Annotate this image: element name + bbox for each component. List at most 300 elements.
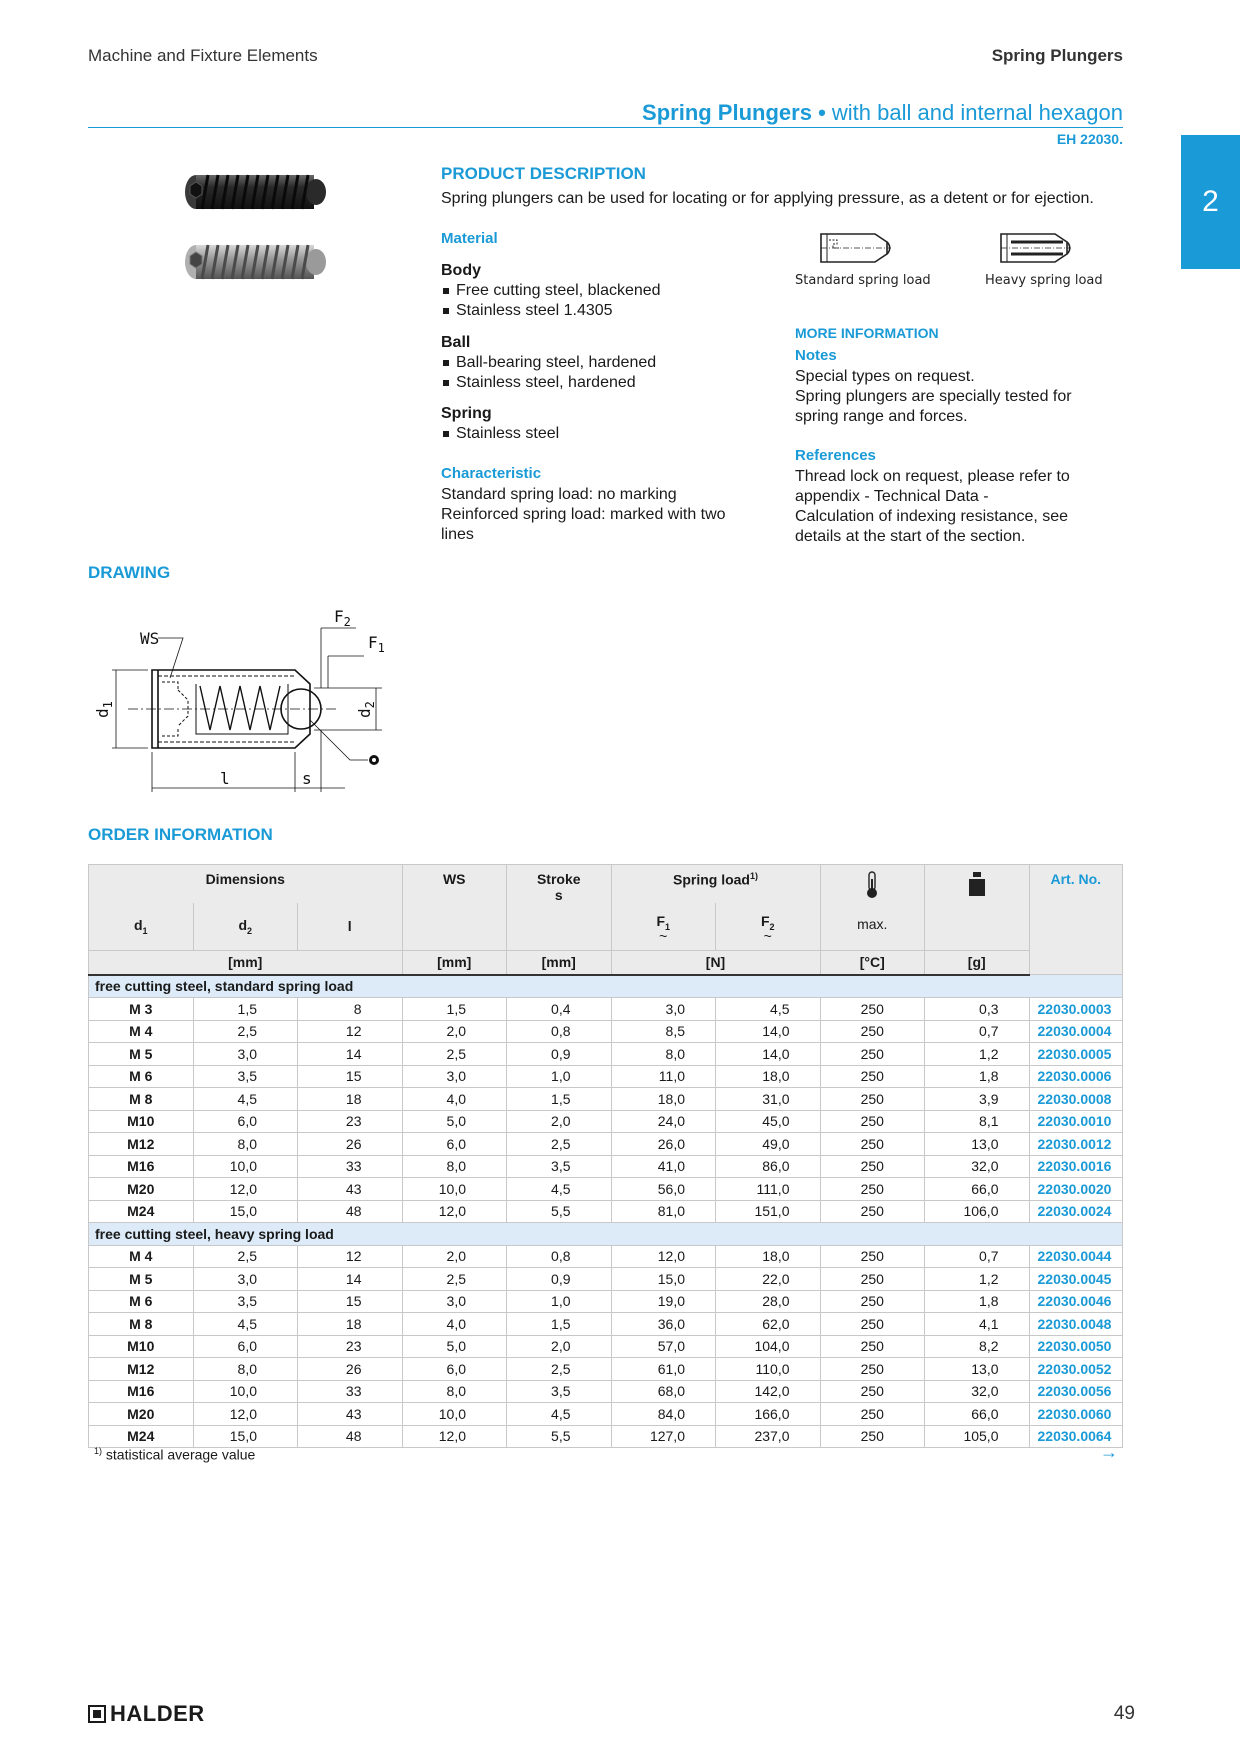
references-text	[795, 467, 1125, 547]
table-cell: 2,0	[507, 1335, 612, 1358]
article-number-link[interactable]: 22030.0008	[1029, 1088, 1123, 1111]
table-cell: 1,5	[402, 998, 507, 1021]
references-line: details at the start of the section.	[795, 528, 1026, 545]
table-cell: 12	[298, 1245, 403, 1268]
table-cell: 43	[298, 1178, 403, 1201]
header-unit-g: [g]	[925, 951, 1030, 975]
halder-logo	[88, 1701, 205, 1727]
article-number-link[interactable]: 22030.0044	[1029, 1245, 1123, 1268]
table-cell: 250	[820, 1065, 925, 1088]
table-cell: 36,0	[611, 1313, 716, 1336]
table-row	[89, 1245, 1123, 1268]
characteristic-line: Reinforced spring load: marked with two	[441, 506, 726, 523]
article-number-link[interactable]: 22030.0045	[1029, 1268, 1123, 1291]
article-number-link[interactable]: 22030.0010	[1029, 1110, 1123, 1133]
table-cell: M20	[89, 1178, 194, 1201]
label-d2-sub: 2	[363, 701, 377, 709]
header-chapter-title: Spring Plungers	[991, 46, 1123, 65]
label-d2-main: d	[355, 708, 374, 718]
table-cell: 12,0	[402, 1425, 507, 1448]
table-cell: 2,0	[402, 1245, 507, 1268]
chapter-tab[interactable]	[1181, 135, 1240, 269]
table-cell: 250	[820, 1020, 925, 1043]
table-cell: 250	[820, 1200, 925, 1223]
characteristic-text	[441, 485, 761, 545]
table-cell: 250	[820, 1088, 925, 1111]
drawing-heading: DRAWING	[88, 563, 171, 582]
table-cell: 3,0	[193, 1043, 298, 1066]
table-cell: 105,0	[925, 1425, 1030, 1448]
list-item: Free cutting steel, blackened	[441, 281, 661, 301]
footnote-text: statistical average value	[105, 1446, 256, 1463]
table-cell: 2,5	[402, 1268, 507, 1291]
table-cell: 4,5	[193, 1313, 298, 1336]
table-cell: 8	[298, 998, 403, 1021]
table-cell: 2,5	[507, 1358, 612, 1381]
table-cell: 12,0	[611, 1245, 716, 1268]
table-cell: M16	[89, 1155, 194, 1178]
label-f2	[334, 607, 351, 629]
table-cell: M 4	[89, 1245, 194, 1268]
notes-line: Special types on request.	[795, 368, 975, 385]
table-cell: M 5	[89, 1268, 194, 1291]
table-row	[89, 1335, 1123, 1358]
table-cell: 1,5	[193, 998, 298, 1021]
weight-icon	[967, 871, 987, 897]
table-cell: 250	[820, 998, 925, 1021]
table-cell: 10,0	[402, 1403, 507, 1426]
ball-label: Ball	[441, 334, 471, 351]
table-cell: M24	[89, 1200, 194, 1223]
table-cell: 2,0	[507, 1110, 612, 1133]
table-row	[89, 998, 1123, 1021]
table-cell: 15,0	[193, 1200, 298, 1223]
table-cell: 26	[298, 1133, 403, 1156]
label-f1-main: F	[368, 633, 378, 652]
table-cell: M12	[89, 1358, 194, 1381]
table-cell: 250	[820, 1380, 925, 1403]
header-d1	[89, 903, 194, 951]
order-information-heading: ORDER INFORMATION	[88, 825, 273, 844]
table-cell: 5,5	[507, 1425, 612, 1448]
ball-list	[441, 353, 656, 393]
table-cell: 14	[298, 1043, 403, 1066]
table-cell: 5,0	[402, 1335, 507, 1358]
header-f1-main: F	[656, 912, 666, 929]
table-cell: 3,5	[193, 1065, 298, 1088]
table-cell: 66,0	[925, 1178, 1030, 1201]
table-cell: M 5	[89, 1043, 194, 1066]
heavy-spring-load-icon	[997, 230, 1077, 266]
table-cell: 4,0	[402, 1313, 507, 1336]
table-cell: 13,0	[925, 1358, 1030, 1381]
header-temperature	[820, 865, 925, 951]
table-cell: 3,5	[507, 1155, 612, 1178]
table-cell: 24,0	[611, 1110, 716, 1133]
standard-spring-load-icon	[817, 230, 897, 266]
table-cell: 1,5	[507, 1313, 612, 1336]
group-label: free cutting steel, heavy spring load	[89, 1223, 1123, 1246]
table-cell: 2,0	[402, 1020, 507, 1043]
notes-text	[795, 367, 1115, 427]
notes-line: Spring plungers are specially tested for	[795, 388, 1072, 405]
halder-logo-text: HALDER	[110, 1701, 205, 1726]
label-d1-sub: 1	[101, 701, 115, 709]
references-line: Calculation of indexing resistance, see	[795, 508, 1069, 525]
table-cell: 18	[298, 1313, 403, 1336]
table-cell: 111,0	[716, 1178, 821, 1201]
characteristic-heading: Characteristic	[441, 465, 542, 482]
table-row	[89, 1268, 1123, 1291]
table-cell: M 6	[89, 1065, 194, 1088]
title-rule	[88, 127, 1123, 128]
table-cell: 250	[820, 1178, 925, 1201]
table-cell: 10,0	[193, 1380, 298, 1403]
table-cell: 68,0	[611, 1380, 716, 1403]
table-cell: 2,5	[193, 1245, 298, 1268]
header-ws: WS	[402, 865, 507, 951]
article-number-link[interactable]: 22030.0024	[1029, 1200, 1123, 1223]
header-spring-load	[611, 865, 820, 903]
table-cell: 3,0	[193, 1268, 298, 1291]
table-cell: 0,8	[507, 1020, 612, 1043]
table-cell: M 8	[89, 1313, 194, 1336]
table-cell: 45,0	[716, 1110, 821, 1133]
table-cell: 12,0	[193, 1178, 298, 1201]
label-f1-sub: 1	[377, 641, 385, 655]
table-cell: 106,0	[925, 1200, 1030, 1223]
table-cell: 15,0	[193, 1425, 298, 1448]
table-cell: 10,0	[402, 1178, 507, 1201]
label-f2-main: F	[334, 607, 344, 626]
table-row	[89, 1155, 1123, 1178]
table-cell: M 6	[89, 1290, 194, 1313]
article-number-link[interactable]: 22030.0056	[1029, 1380, 1123, 1403]
article-number-link[interactable]: 22030.0060	[1029, 1403, 1123, 1426]
article-number-link[interactable]: 22030.0064	[1029, 1425, 1123, 1448]
technical-drawing	[88, 600, 418, 800]
table-cell: 250	[820, 1335, 925, 1358]
table-row	[89, 1358, 1123, 1381]
table-cell: 12,0	[402, 1200, 507, 1223]
table-cell: 48	[298, 1425, 403, 1448]
references-line: Thread lock on request, please refer to	[795, 468, 1070, 485]
table-cell: 0,8	[507, 1245, 612, 1268]
label-l: l	[220, 769, 230, 788]
product-description-heading: PRODUCT DESCRIPTION	[441, 164, 646, 183]
table-cell: 15,0	[611, 1268, 716, 1291]
footnote-marker: 1)	[94, 1446, 103, 1456]
table-cell: 8,1	[925, 1110, 1030, 1133]
label-f1	[368, 633, 385, 655]
table-cell: M16	[89, 1380, 194, 1403]
header-dimensions: Dimensions	[89, 865, 403, 903]
product-title-sub: with ball and internal hexagon	[831, 100, 1123, 125]
table-cell: 13,0	[925, 1133, 1030, 1156]
table-cell: 14	[298, 1268, 403, 1291]
table-cell: 3,0	[611, 998, 716, 1021]
header-d1-main: d	[133, 916, 143, 933]
table-cell: 6,0	[193, 1335, 298, 1358]
table-cell: 0,9	[507, 1268, 612, 1291]
table-cell: 250	[820, 1313, 925, 1336]
article-number-link[interactable]: 22030.0005	[1029, 1043, 1123, 1066]
table-cell: 142,0	[716, 1380, 821, 1403]
article-number-link[interactable]: 22030.0046	[1029, 1290, 1123, 1313]
table-cell: 15	[298, 1290, 403, 1313]
table-cell: 26	[298, 1358, 403, 1381]
table-cell: 237,0	[716, 1425, 821, 1448]
article-number-link[interactable]: 22030.0016	[1029, 1155, 1123, 1178]
table-cell: 8,0	[611, 1043, 716, 1066]
table-cell: 5,0	[402, 1110, 507, 1133]
label-f2-sub: 2	[343, 615, 351, 629]
header-stroke	[507, 865, 612, 951]
table-cell: 14,0	[716, 1020, 821, 1043]
group-label: free cutting steel, standard spring load	[89, 975, 1123, 998]
table-cell: 23	[298, 1335, 403, 1358]
article-number-link[interactable]: 22030.0052	[1029, 1358, 1123, 1381]
table-row	[89, 1313, 1123, 1336]
label-ws: WS	[140, 629, 160, 648]
table-cell: 1,8	[925, 1065, 1030, 1088]
table-cell: 8,0	[402, 1380, 507, 1403]
table-cell: 43	[298, 1403, 403, 1426]
table-row	[89, 1133, 1123, 1156]
table-cell: 4,5	[716, 998, 821, 1021]
list-item: Stainless steel 1.4305	[441, 301, 661, 321]
table-cell: 33	[298, 1380, 403, 1403]
spring-label: Spring	[441, 405, 492, 422]
table-cell: 3,5	[193, 1290, 298, 1313]
body-list	[441, 281, 661, 321]
table-cell: 56,0	[611, 1178, 716, 1201]
table-cell: 3,0	[402, 1290, 507, 1313]
list-item: Ball-bearing steel, hardened	[441, 353, 656, 373]
table-row	[89, 1178, 1123, 1201]
header-unit-c: [°C]	[820, 951, 925, 975]
table-cell: 49,0	[716, 1133, 821, 1156]
table-cell: 2,5	[193, 1020, 298, 1043]
table-cell: 14,0	[716, 1043, 821, 1066]
table-cell: 250	[820, 1425, 925, 1448]
article-number-link[interactable]: 22030.0003	[1029, 998, 1123, 1021]
standard-spring-load-caption: Standard spring load	[795, 273, 931, 288]
table-cell: 250	[820, 1268, 925, 1291]
characteristic-line: Standard spring load: no marking	[441, 486, 677, 503]
table-cell: M10	[89, 1110, 194, 1133]
table-cell: 1,0	[507, 1065, 612, 1088]
article-number-link[interactable]: 22030.0020	[1029, 1178, 1123, 1201]
label-d1	[93, 701, 115, 718]
body-label: Body	[441, 262, 481, 279]
table-cell: 0,4	[507, 998, 612, 1021]
group-row	[89, 975, 1123, 998]
table-cell: 250	[820, 1110, 925, 1133]
product-title	[642, 100, 1123, 126]
table-cell: 12,0	[193, 1403, 298, 1426]
table-cell: 104,0	[716, 1335, 821, 1358]
table-cell: 48	[298, 1200, 403, 1223]
table-cell: 62,0	[716, 1313, 821, 1336]
more-information-heading: MORE INFORMATION	[795, 325, 939, 341]
table-row	[89, 1020, 1123, 1043]
header-unit-ws: [mm]	[402, 951, 507, 975]
table-row	[89, 1043, 1123, 1066]
header-weight	[925, 865, 1030, 951]
references-line: appendix - Technical Data -	[795, 488, 989, 505]
header-stroke-label: Stroke	[536, 871, 581, 887]
table-cell: M20	[89, 1403, 194, 1426]
header-max: max.	[857, 916, 888, 932]
table-row	[89, 1065, 1123, 1088]
label-s: s	[302, 769, 312, 788]
table-cell: 1,5	[507, 1088, 612, 1111]
header-f2	[716, 903, 821, 951]
table-cell: 8,0	[402, 1155, 507, 1178]
header-d2-main: d	[238, 916, 248, 933]
table-cell: 6,0	[402, 1133, 507, 1156]
header-f2-sub: 2	[769, 921, 775, 932]
table-cell: 84,0	[611, 1403, 716, 1426]
references-heading: References	[795, 447, 876, 464]
table-row	[89, 1200, 1123, 1223]
table-cell: 18,0	[611, 1088, 716, 1111]
header-stroke-sub: s	[554, 887, 563, 903]
material-heading: Material	[441, 230, 498, 247]
table-cell: 6,0	[193, 1110, 298, 1133]
spring-list	[441, 424, 559, 444]
table-cell: 4,5	[507, 1403, 612, 1426]
header-d2-sub: 2	[247, 925, 253, 936]
notes-line: spring range and forces.	[795, 408, 968, 425]
header-d1-sub: 1	[142, 925, 148, 936]
table-cell: M12	[89, 1133, 194, 1156]
table-cell: 3,5	[507, 1380, 612, 1403]
header-f2-tilde: ~	[763, 927, 772, 944]
table-cell: 8,0	[193, 1133, 298, 1156]
table-cell: 3,0	[402, 1065, 507, 1088]
table-cell: 18,0	[716, 1245, 821, 1268]
header-unit-stroke: [mm]	[507, 951, 612, 975]
table-cell: 41,0	[611, 1155, 716, 1178]
header-section-title: Machine and Fixture Elements	[88, 46, 318, 65]
list-item: Stainless steel, hardened	[441, 373, 656, 393]
table-cell: 1,2	[925, 1043, 1030, 1066]
footnote	[94, 1446, 255, 1463]
table-cell: 4,5	[193, 1088, 298, 1111]
table-cell: 19,0	[611, 1290, 716, 1313]
table-cell: 31,0	[716, 1088, 821, 1111]
table-cell: 1,2	[925, 1268, 1030, 1291]
order-table-body	[89, 975, 1123, 1448]
table-cell: 2,5	[507, 1133, 612, 1156]
label-d2	[355, 701, 377, 718]
table-cell: 2,5	[402, 1043, 507, 1066]
page-number: 49	[1113, 1703, 1135, 1724]
table-cell: 12	[298, 1020, 403, 1043]
table-cell: 22,0	[716, 1268, 821, 1291]
table-cell: 86,0	[716, 1155, 821, 1178]
table-cell: 8,0	[193, 1358, 298, 1381]
chapter-tab-number: 2	[1202, 185, 1219, 218]
table-cell: M10	[89, 1335, 194, 1358]
article-number-link[interactable]: 22030.0012	[1029, 1133, 1123, 1156]
table-cell: 250	[820, 1403, 925, 1426]
table-cell: 1,0	[507, 1290, 612, 1313]
product-code: EH 22030.	[1056, 131, 1123, 147]
table-cell: 1,8	[925, 1290, 1030, 1313]
header-f1-sub: 1	[665, 921, 671, 932]
table-cell: 6,0	[402, 1358, 507, 1381]
group-row	[89, 1223, 1123, 1246]
table-cell: 250	[820, 1245, 925, 1268]
table-cell: M 4	[89, 1020, 194, 1043]
table-cell: 32,0	[925, 1155, 1030, 1178]
article-number-link[interactable]: 22030.0004	[1029, 1020, 1123, 1043]
table-cell: 23	[298, 1110, 403, 1133]
table-cell: 250	[820, 1290, 925, 1313]
table-cell: 28,0	[716, 1290, 821, 1313]
table-cell: 18,0	[716, 1065, 821, 1088]
article-number-link[interactable]: 22030.0006	[1029, 1065, 1123, 1088]
table-cell: M24	[89, 1425, 194, 1448]
table-cell: 15	[298, 1065, 403, 1088]
table-cell: 10,0	[193, 1155, 298, 1178]
table-cell: 110,0	[716, 1358, 821, 1381]
header-l: l	[298, 903, 403, 951]
header-unit-mm: [mm]	[89, 951, 403, 975]
list-item: Stainless steel	[441, 424, 559, 444]
product-title-main: Spring Plungers	[642, 100, 812, 125]
table-cell: 166,0	[716, 1403, 821, 1426]
next-page-arrow-icon[interactable]: →	[1100, 1442, 1118, 1462]
header-spring-load-label: Spring load	[672, 871, 750, 888]
article-number-link[interactable]: 22030.0048	[1029, 1313, 1123, 1336]
table-cell: M 8	[89, 1088, 194, 1111]
header-f1-tilde: ~	[659, 927, 668, 944]
table-cell: 127,0	[611, 1425, 716, 1448]
label-d1-main: d	[93, 708, 112, 718]
table-cell: M 3	[89, 998, 194, 1021]
header-art-no: Art. No.	[1029, 865, 1123, 975]
table-row	[89, 1403, 1123, 1426]
table-cell: 4,5	[507, 1178, 612, 1201]
heavy-spring-load-caption: Heavy spring load	[985, 273, 1103, 288]
characteristic-line: lines	[441, 526, 474, 543]
table-cell: 4,0	[402, 1088, 507, 1111]
table-row	[89, 1425, 1123, 1448]
table-cell: 11,0	[611, 1065, 716, 1088]
table-cell: 151,0	[716, 1200, 821, 1223]
table-cell: 0,7	[925, 1020, 1030, 1043]
article-number-link[interactable]: 22030.0050	[1029, 1335, 1123, 1358]
header-d2	[193, 903, 298, 951]
product-photo	[178, 160, 338, 320]
table-row	[89, 1110, 1123, 1133]
table-cell: 3,9	[925, 1088, 1030, 1111]
table-cell: 33	[298, 1155, 403, 1178]
table-row	[89, 1088, 1123, 1111]
table-cell: 250	[820, 1043, 925, 1066]
product-description-text: Spring plungers can be used for locating or for applying pressure, as a detent or for ejection.	[441, 190, 1094, 207]
table-cell: 81,0	[611, 1200, 716, 1223]
table-cell: 0,7	[925, 1245, 1030, 1268]
title-bullet: •	[818, 100, 826, 125]
table-cell: 250	[820, 1133, 925, 1156]
header-f1	[611, 903, 716, 951]
table-cell: 32,0	[925, 1380, 1030, 1403]
